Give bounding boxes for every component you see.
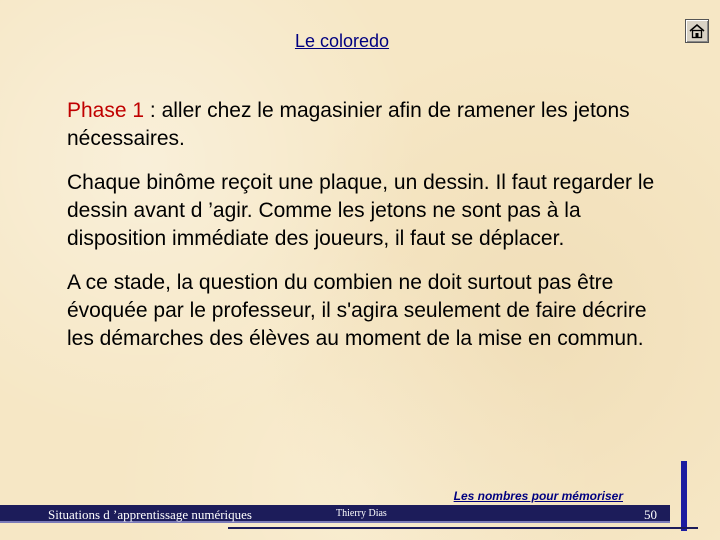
footer-rule <box>228 527 698 529</box>
paragraph-binome: Chaque binôme reçoit une plaque, un dessin. Il faut regarder le dessin avant d ’agir. Comme les jetons ne sont pas à la disposition immédiate des joueurs, il faut se déplacer. <box>67 171 655 250</box>
section-link[interactable]: Les nombres pour mémoriser <box>453 489 623 503</box>
footer-author: Thierry Dias <box>336 508 387 519</box>
footer-course-title: Situations d ’apprentissage numériques <box>48 507 252 522</box>
slide-body <box>67 97 657 369</box>
phase-label: Phase 1 <box>67 99 145 122</box>
vertical-divider <box>681 461 687 531</box>
home-button[interactable] <box>685 19 709 43</box>
paragraph-stade: A ce stade, la question du combien ne doit surtout pas être évoquée par le professeur, il s'agira seulement de faire décrire les démarches des élèves au moment de la mise en commun. <box>67 271 647 350</box>
paragraph-phase <box>67 97 657 153</box>
phase-text: : aller chez le magasinier afin de ramener les jetons nécessaires. <box>67 99 630 150</box>
page-number: 50 <box>644 507 657 522</box>
home-icon <box>689 23 705 39</box>
slide-title[interactable]: Le coloredo <box>294 31 390 51</box>
